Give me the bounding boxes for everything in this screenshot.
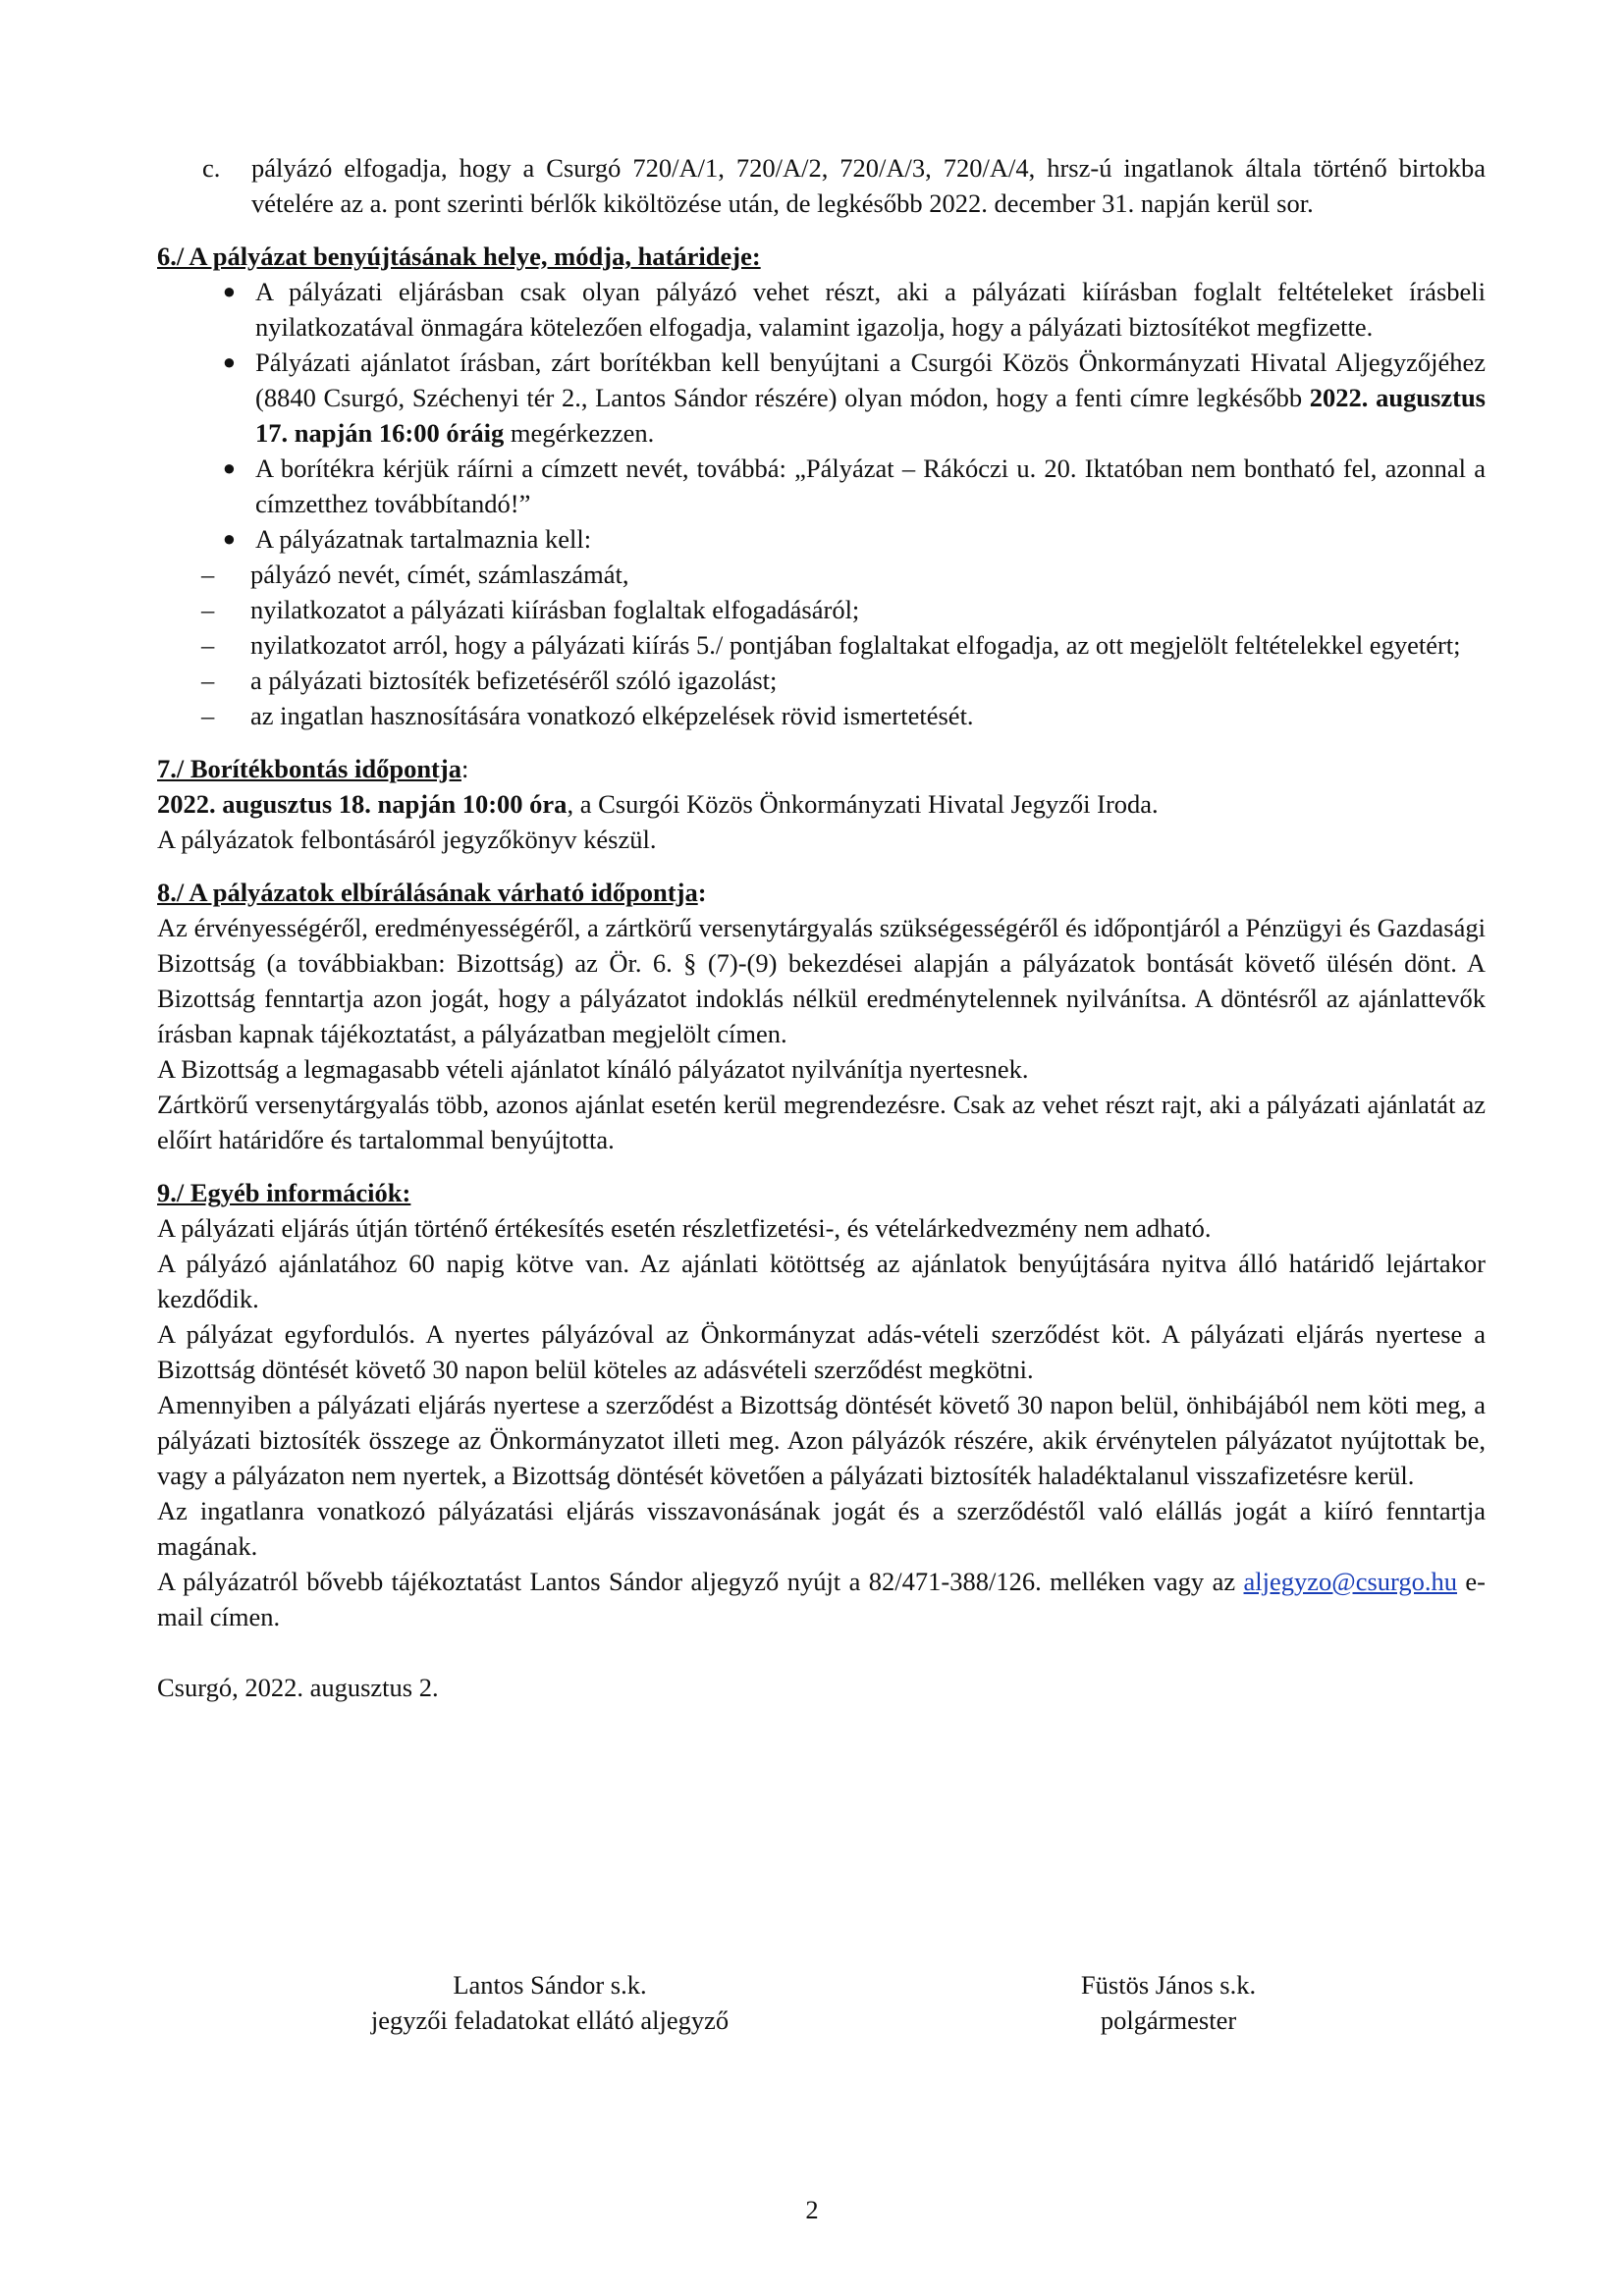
section-9-paragraph: A pályázati eljárás útján történő értékesítés esetén részletfizetési-, és vételárkedvezmény nem adható.: [157, 1213, 1212, 1243]
list-marker: c.: [202, 153, 221, 183]
bullet-icon: ●: [222, 349, 236, 374]
email-link[interactable]: aljegyzo@csurgo.hu: [1243, 1567, 1457, 1596]
bullet-icon: ●: [222, 279, 236, 303]
section-8-heading: 8./ A pályázatok elbírálásának várható időpontja:: [157, 878, 707, 907]
signer-title: jegyzői feladatokat ellátó aljegyző: [370, 2005, 730, 2035]
section-9-paragraph: A pályázó ajánlatához 60 napig kötve van. Az ajánlati kötöttség az ajánlatok benyújtására nyitva álló határidő lejártakor kezdődik.: [157, 1249, 1486, 1313]
bullet-text: A borítékra kérjük ráírni a címzett nevét, továbbá: „Pályázat – Rákóczi u. 20. Iktatóban nem bontható fel, azonnal a címzetthez továbbítandó!”: [255, 454, 1486, 518]
section-7-heading: 7./ Borítékbontás időpontja:: [157, 754, 469, 783]
section-8-paragraph: Zártkörű versenytárgyalás több, azonos ajánlat esetén kerül megrendezésre. Csak az vehet részt rajt, aki a pályázati ajánlatát az előírt határidőre és tartalommal benyújtotta.: [157, 1090, 1486, 1154]
bullet-item: [157, 521, 1486, 557]
bullet-item: [157, 274, 1486, 345]
bullet-icon: ●: [222, 455, 236, 480]
deadline-bold: 2022. augusztus 17. napján 16:00 óráig: [255, 383, 1486, 448]
section-6-heading: 6./ A pályázat benyújtásának helye, módja, határideje:: [157, 241, 761, 271]
page-number: 2: [805, 2195, 819, 2224]
dash-item: – pályázó nevét, címét, számlaszámát,: [157, 557, 1486, 592]
section-9-paragraph: A pályázat egyfordulós. A nyertes pályázóval az Önkormányzat adás-vételi szerződést köt. A pályázati eljárás nyertese a Bizottság döntését követő 30 napon belül köteles az adásvételi szerződést megkötni.: [157, 1319, 1486, 1384]
bullet-text: Pályázati ajánlatot írásban, zárt borítékban kell benyújtani a Csurgói Közös Önkormányzati Hivatal Aljegyzőjéhez (8840 Csurgó, Széchenyi tér 2., Lantos Sándor részére) olyan módon, hogy a fenti címre legkésőbb 2022. augusztus 17. napján 16:00 óráig megérkezzen.: [255, 347, 1486, 448]
signature-right: [1021, 1967, 1316, 2038]
section-9: [157, 1175, 1486, 1634]
signer-name: Lantos Sándor s.k.: [453, 1970, 647, 2000]
signature-left: [314, 1967, 785, 2038]
bullet-text: A pályázatnak tartalmaznia kell:: [255, 524, 592, 554]
list-item-c: [157, 150, 1486, 221]
dash-item: – a pályázati biztosíték befizetéséről szóló igazolást;: [157, 663, 1486, 698]
section-7-line1: 2022. augusztus 18. napján 10:00 óra, a Csurgói Közös Önkormányzati Hivatal Jegyzői Iroda.: [157, 789, 1159, 819]
page-content: [157, 150, 1486, 1705]
dash-item: – nyilatkozatot arról, hogy a pályázati kiírás 5./ pontjában foglaltakat elfogadja, az ott megjelölt feltételekkel egyetért;: [157, 627, 1486, 663]
bullet-icon: ●: [222, 526, 236, 551]
dash-icon: –: [201, 595, 215, 624]
dash-icon: –: [201, 666, 215, 695]
section-9-heading: 9./ Egyéb információk:: [157, 1178, 411, 1207]
bullet-text: A pályázati eljárásban csak olyan pályázó vehet részt, aki a pályázati kiírásban foglalt feltételeket írásbeli nyilatkozatával önmagára kötelezően elfogadja, valamint igazolja, hogy a pályázati biztosítékot megfizette.: [255, 277, 1486, 342]
signer-title: polgármester: [1100, 2005, 1237, 2035]
place-date: Csurgó, 2022. augusztus 2.: [157, 1673, 439, 1702]
section-8-paragraph: Az érvényességéről, eredményességéről, a zártkörű versenytárgyalás szükségességéről és időpontjáról a Pénzügyi és Gazdasági Bizottság (a továbbiakban: Bizottság) az Ör. 6. § (7)-(9) bekezdései alapján a pályázatok bontását követő ülésén dönt. A Bizottság fenntartja azon jogát, hogy a pályázatot indoklás nélkül eredménytelennek nyilvánítsa. A döntésről az ajánlattevők írásban kapnak tájékoztatást, a pályázatban megjelölt címen.: [157, 913, 1486, 1048]
section-6: [157, 239, 1486, 733]
list-item-text: pályázó elfogadja, hogy a Csurgó 720/A/1, 720/A/2, 720/A/3, 720/A/4, hrsz-ú ingatlanok általa történő birtokba vételére az a. pont szerinti bérlők kiköltözése után, de legkésőbb 2022. december 31. napján kerül sor.: [251, 153, 1486, 218]
section-7-line2: A pályázatok felbontásáról jegyzőkönyv készül.: [157, 825, 657, 854]
dash-item: – az ingatlan hasznosítására vonatkozó elképzelések rövid ismertetését.: [157, 698, 1486, 733]
section-8: [157, 875, 1486, 1157]
signer-name: Füstös János s.k.: [1080, 1970, 1257, 2000]
section-9-paragraph: Az ingatlanra vonatkozó pályázatási eljárás visszavonásának jogát és a szerződéstől való elállás jogát a kiíró fenntartja magának.: [157, 1496, 1486, 1561]
section-6-bullets: [157, 274, 1486, 557]
dash-icon: –: [201, 701, 215, 730]
bullet-item: [157, 345, 1486, 451]
section-7: [157, 751, 1486, 857]
section-9-paragraph: A pályázatról bővebb tájékoztatást Lantos Sándor aljegyző nyújt a 82/471-388/126. melléken vagy az aljegyzo@csurgo.hu e-mail címen.: [157, 1567, 1487, 1631]
dash-icon: –: [201, 560, 215, 589]
section-6-dash-list: [157, 557, 1486, 733]
dash-icon: –: [201, 630, 215, 660]
dash-item: – nyilatkozatot a pályázati kiírásban foglaltak elfogadásáról;: [157, 592, 1486, 627]
section-8-paragraph: A Bizottság a legmagasabb vételi ajánlatot kínáló pályázatot nyilvánítja nyertesnek.: [157, 1054, 1029, 1084]
bullet-item: [157, 451, 1486, 521]
section-9-paragraph: Amennyiben a pályázati eljárás nyertese a szerződést a Bizottság döntését követő 30 napon belül, önhibájából nem köti meg, a pályázati biztosíték összege az Önkormányzatot illeti meg. Azon pályázók részére, akik érvénytelen pályázatot nyújtottak be, vagy a pályázaton nem nyertek, a Bizottság döntését követően a pályázati biztosíték haladéktalanul visszafizetésre kerül.: [157, 1390, 1486, 1490]
